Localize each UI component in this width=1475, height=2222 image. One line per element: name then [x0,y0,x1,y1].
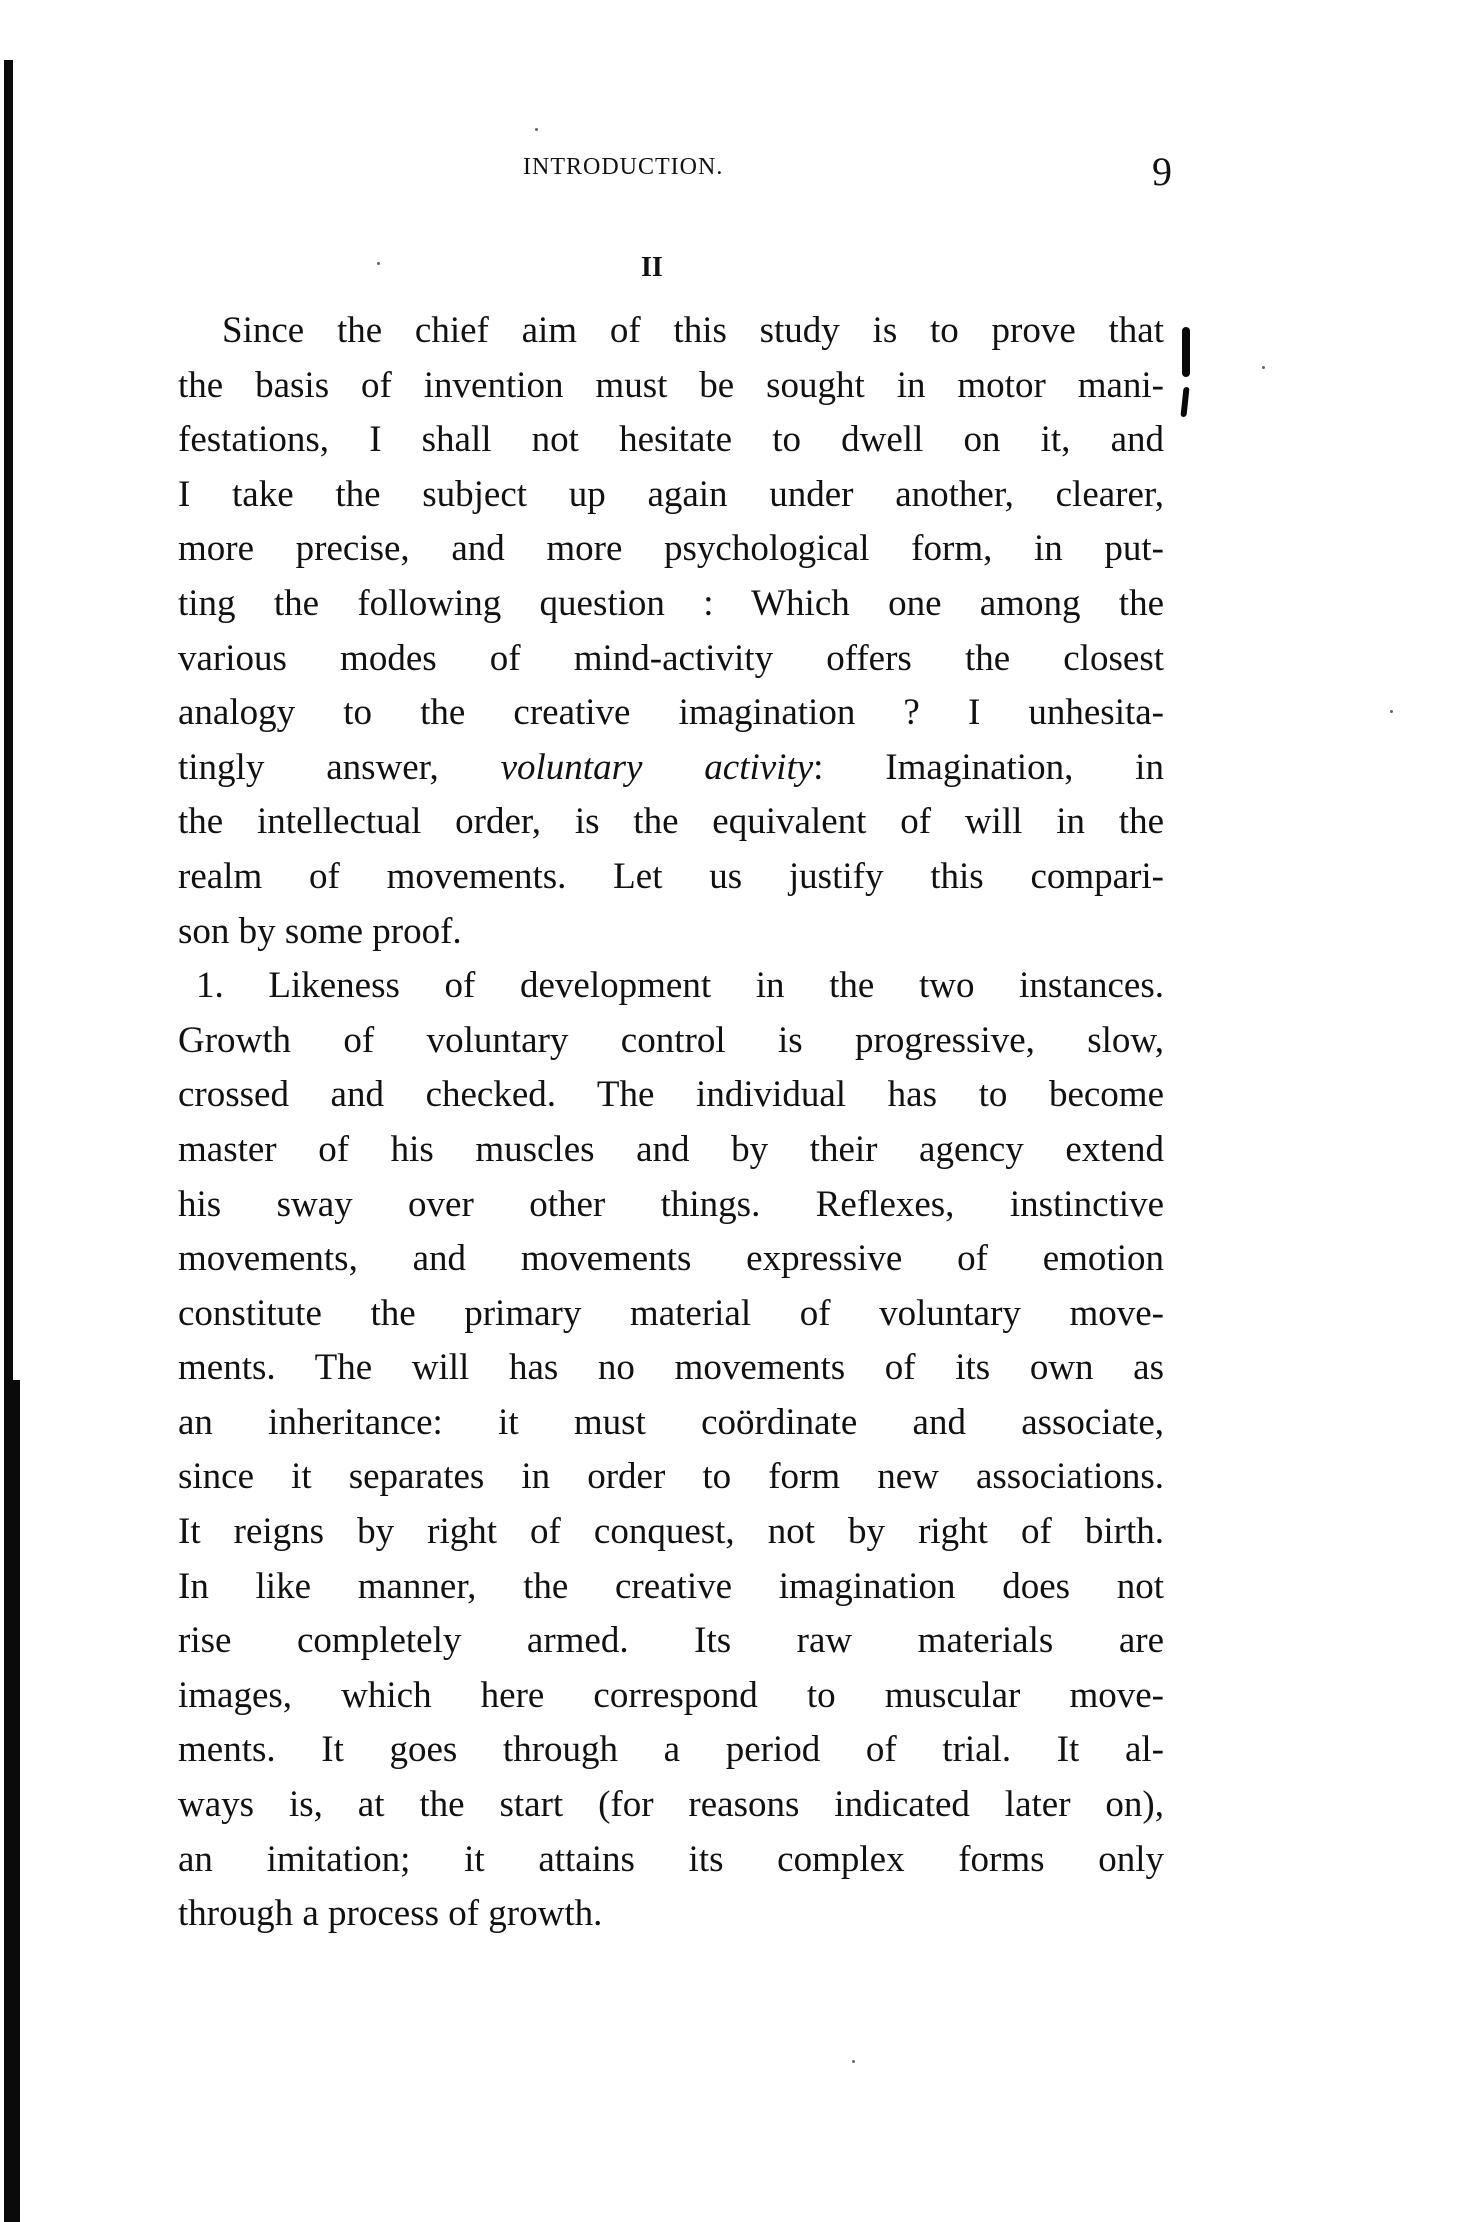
text-line: since it separates in order to form new associations. [178,1456,1164,1498]
text-line: an imitation; it attains its complex forms only [178,1838,1164,1880]
text-line: rise completely armed. Its raw materials are [178,1620,1164,1662]
text-line: the intellectual order, is the equivalent of will in the [178,801,1164,843]
text-line: master of his muscles and by their agency extend [178,1128,1164,1170]
text-line: crossed and checked. The individual has to become [178,1074,1164,1116]
text-line: various modes of mind-activity offers the closest [178,637,1164,679]
text-line: ments. It goes through a period of trial. It al- [178,1729,1164,1771]
text-line: Since the chief aim of this study is to prove that [222,310,1164,351]
text-line: 1. Likeness of development in the two instances. [196,965,1164,1007]
text-fragment: tingly answer, [178,746,501,788]
text-line: ways is, at the start (for reasons indicated later on), [178,1784,1164,1826]
text-fragment: : Imagination, in [813,746,1164,788]
running-head: INTRODUCTION. [523,154,724,180]
text-line: ments. The will has no movements of its own as [178,1347,1164,1389]
text-line: I take the subject up again under another, clearer, [178,473,1164,515]
scan-speck [377,262,380,265]
text-line: realm of movements. Let us justify this compari- [178,855,1164,897]
page-number: 9 [1152,149,1172,194]
section-numeral: II [641,252,663,283]
text-line: an inheritance: it must coördinate and associate, [178,1401,1164,1443]
text-line: son by some proof. [178,910,462,952]
text-line: more precise, and more psychological form, in put- [178,528,1164,570]
text-line: the basis of invention must be sought in motor mani- [178,364,1164,406]
scan-speck [1262,366,1265,369]
text-line: In like manner, the creative imagination does not [178,1565,1164,1607]
margin-mark [1182,327,1190,377]
text-line: through a process of growth. [178,1893,603,1935]
italic-phrase: voluntary activity [500,746,814,788]
scan-speck [1390,710,1393,713]
text-line: ting the following question : Which one among the [178,582,1164,624]
scan-speck [535,128,538,131]
text-line: images, which here correspond to muscular move- [178,1674,1164,1716]
text-line: his sway over other things. Reflexes, instinctive [178,1183,1164,1225]
scan-speck [852,2060,855,2063]
text-line: festations, I shall not hesitate to dwell on it, and [178,419,1164,461]
text-line: movements, and movements expressive of emotion [178,1238,1164,1280]
text-line: constitute the primary material of voluntary move- [178,1292,1164,1334]
margin-mark [1180,387,1189,417]
body-text [178,304,1164,1942]
text-line: It reigns by right of conquest, not by right of birth. [178,1511,1164,1553]
page-binding-edge-lower [8,1380,20,2222]
text-line: analogy to the creative imagination ? I unhesita- [178,692,1164,734]
text-line: Growth of voluntary control is progressive, slow, [178,1019,1164,1061]
text-line-with-italic [178,741,1164,796]
